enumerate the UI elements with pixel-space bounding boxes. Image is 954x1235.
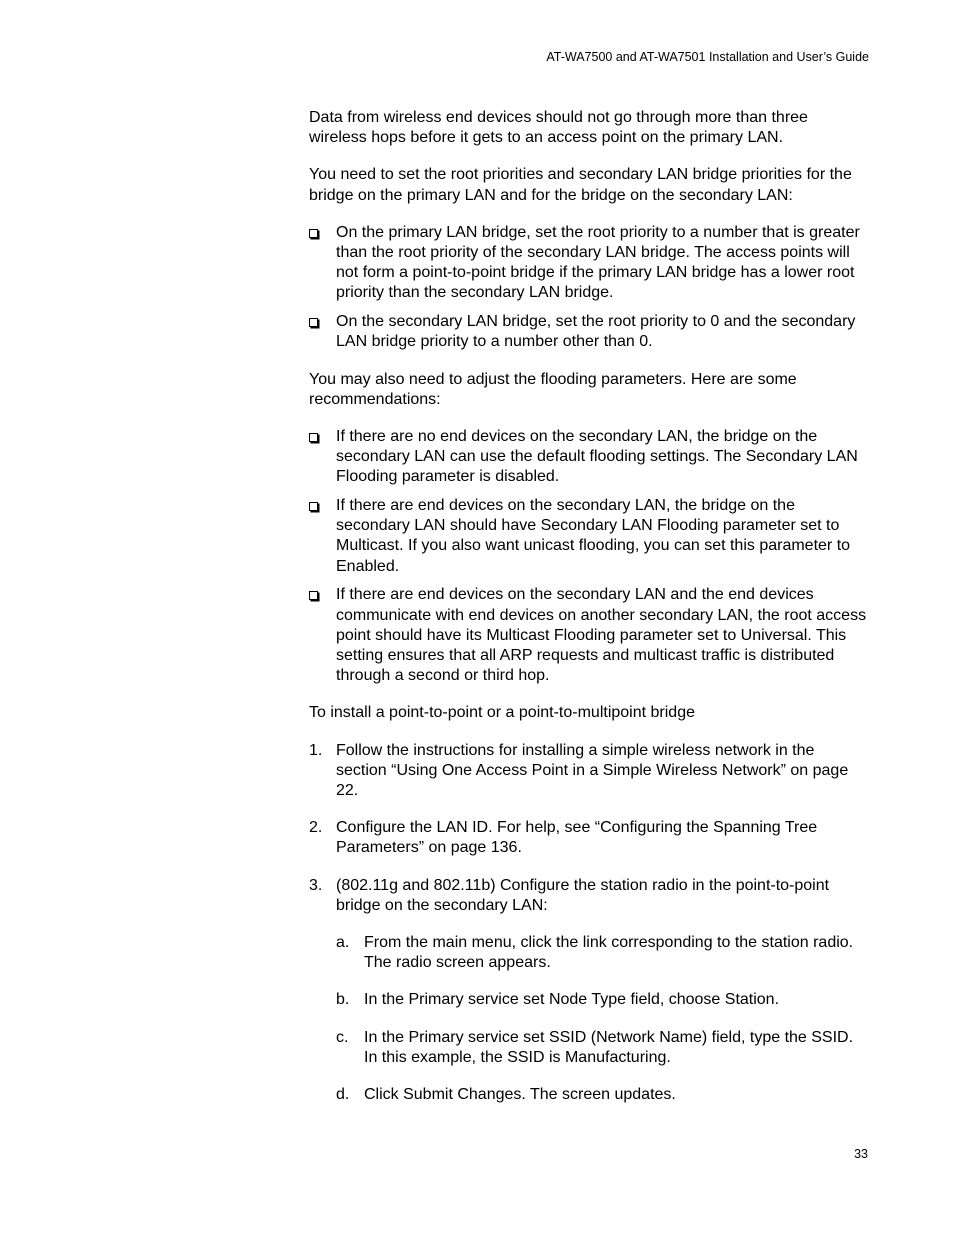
substep-letter: d. bbox=[336, 1086, 350, 1104]
page-number: 33 bbox=[854, 1147, 868, 1161]
checkbox-bullet-icon bbox=[309, 318, 318, 327]
checkbox-bullet-icon bbox=[309, 591, 318, 600]
procedure-step bbox=[309, 741, 869, 802]
step-number: 1. bbox=[309, 741, 323, 759]
intro-paragraph: Data from wireless end devices should not go through more than three wireless hops before it gets to an access point on the primary LAN. bbox=[309, 109, 808, 147]
running-header: AT-WA7500 and AT-WA7501 Installation and User’s Guide bbox=[546, 50, 869, 64]
flooding-bullet-list bbox=[309, 427, 869, 686]
list-item bbox=[309, 312, 869, 352]
step-text: Follow the instructions for installing a simple wireless network in the section “Using One Access Point in a Simple Wireless Network” on page 22. bbox=[336, 741, 849, 799]
bullet-text: If there are end devices on the secondary LAN and the end devices communicate with end devices on another secondary LAN, the root access point should have its Multicast Flooding parameter set to Universal. This setting ensures that all ARP requests and multicast traffic is distributed through a second or third hop. bbox=[336, 586, 867, 685]
substep-text: In the Primary service set Node Type field, choose Station. bbox=[364, 991, 780, 1009]
checkbox-bullet-icon bbox=[309, 502, 318, 511]
substep bbox=[336, 990, 869, 1010]
list-item bbox=[309, 427, 869, 488]
substep-text: Click Submit Changes. The screen updates. bbox=[364, 1086, 676, 1104]
bullet-text: On the primary LAN bridge, set the root priority to a number that is greater than the root priority of the secondary LAN bridge. The access points will not form a point-to-point bridge if the primary LAN bridge has a lower root priority than the secondary LAN bridge. bbox=[336, 223, 860, 302]
checkbox-bullet-icon bbox=[309, 433, 318, 442]
bullet-text: On the secondary LAN bridge, set the root priority to 0 and the secondary LAN bridge priority to a number other than 0. bbox=[336, 313, 856, 351]
priorities-paragraph: You need to set the root priorities and secondary LAN bridge priorities for the bridge on the primary LAN and for the bridge on the secondary LAN: bbox=[309, 166, 852, 204]
procedure-title: To install a point-to-point or a point-to-multipoint bridge bbox=[309, 704, 695, 722]
checkbox-bullet-icon bbox=[309, 229, 318, 238]
substep-list bbox=[336, 933, 869, 1105]
step-number: 2. bbox=[309, 819, 323, 837]
substep-text: From the main menu, click the link corresponding to the station radio. The radio screen appears. bbox=[364, 934, 854, 972]
substep-letter: b. bbox=[336, 991, 350, 1009]
list-item bbox=[309, 223, 869, 304]
substep-text: In the Primary service set SSID (Network Name) field, type the SSID. In this example, the SSID is Manufacturing. bbox=[364, 1028, 854, 1066]
flooding-paragraph: You may also need to adjust the flooding parameters. Here are some recommendations: bbox=[309, 370, 797, 408]
page-body bbox=[309, 108, 869, 1122]
procedure-step bbox=[309, 876, 869, 1106]
substep bbox=[336, 1028, 869, 1068]
procedure-steps bbox=[309, 741, 869, 1106]
bullet-text: If there are no end devices on the secondary LAN, the bridge on the secondary LAN can use the default flooding settings. The Secondary LAN Flooding parameter is disabled. bbox=[336, 427, 858, 486]
step-text: (802.11g and 802.11b) Configure the station radio in the point-to-point bridge on the secondary LAN: bbox=[336, 876, 830, 914]
substep bbox=[336, 1085, 869, 1105]
substep bbox=[336, 933, 869, 973]
step-number: 3. bbox=[309, 876, 323, 894]
list-item bbox=[309, 585, 869, 686]
substep-letter: c. bbox=[336, 1028, 349, 1046]
step-text: Configure the LAN ID. For help, see “Configuring the Spanning Tree Parameters” on page 136. bbox=[336, 819, 818, 857]
procedure-step bbox=[309, 818, 869, 858]
bullet-text: If there are end devices on the secondary LAN, the bridge on the secondary LAN should have Secondary LAN Flooding parameter set to Multicast. If you also want unicast flooding, you can set this parameter to Enabled. bbox=[336, 497, 851, 575]
list-item bbox=[309, 496, 869, 577]
substep-letter: a. bbox=[336, 934, 350, 951]
priority-bullet-list bbox=[309, 223, 869, 353]
